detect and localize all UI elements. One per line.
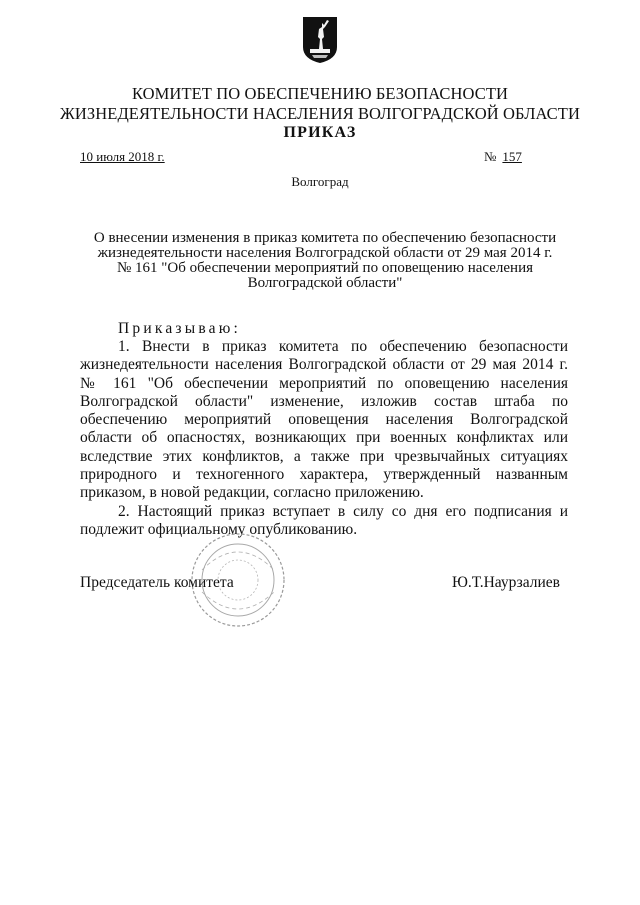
coat-of-arms-emblem (300, 15, 340, 65)
document-subject (84, 231, 566, 291)
organization-header (0, 84, 640, 124)
header-line-2: ЖИЗНЕДЕЯТЕЛЬНОСТИ НАСЕЛЕНИЯ ВОЛГОГРАДСКОЙ ОБЛАСТИ (59, 104, 580, 123)
number-value: 157 (502, 149, 522, 164)
subject-line-1: О внесении изменения в приказ комитета по обеспечению безопасности (93, 230, 557, 246)
document-number (484, 149, 522, 165)
coat-of-arms-icon (300, 15, 340, 65)
subject-line-4: Волгоградской области" (247, 275, 403, 291)
order-word: Приказываю: (118, 320, 242, 337)
subject-line-2: жизнедеятельности населения Волгоградской области от 29 мая 2014 г. (97, 245, 553, 261)
signature-name: Ю.Т.Наурзалиев (452, 574, 560, 591)
header-line-1: КОМИТЕТ ПО ОБЕСПЕЧЕНИЮ БЕЗОПАСНОСТИ (131, 84, 509, 103)
document-title: ПРИКАЗ (283, 124, 357, 141)
subject-line-3: № 161 "Об обеспечении мероприятий по оповещению населения (116, 260, 534, 276)
document-body (80, 338, 568, 539)
paragraph-2: 2. Настоящий приказ вступает в силу со дня его подписания и подлежит официальному опубликованию. (80, 502, 568, 538)
document-city: Волгоград (291, 174, 349, 189)
number-prefix: № (484, 149, 497, 164)
paragraph-1: 1. Внести в приказ комитета по обеспечению безопасности жизнедеятельности населения Волгоградской области от 29 мая 2014 г. № 161 "Об обеспечении мероприятий по оповещению населения Волгоградской области" изменение, изложив состав штаба по обеспечению мероприятий оповещения населения Волгоградской области об опасностях, возникающих при военных конфликтах или вследствие этих конфликтов, а также при чрезвычайных ситуациях природного и техногенного характера, утвержденный названным приказом, в новой редакции, согласно приложению. (80, 338, 568, 502)
signature-role: Председатель комитета (80, 574, 234, 591)
document-date: 10 июля 2018 г. (80, 149, 165, 164)
